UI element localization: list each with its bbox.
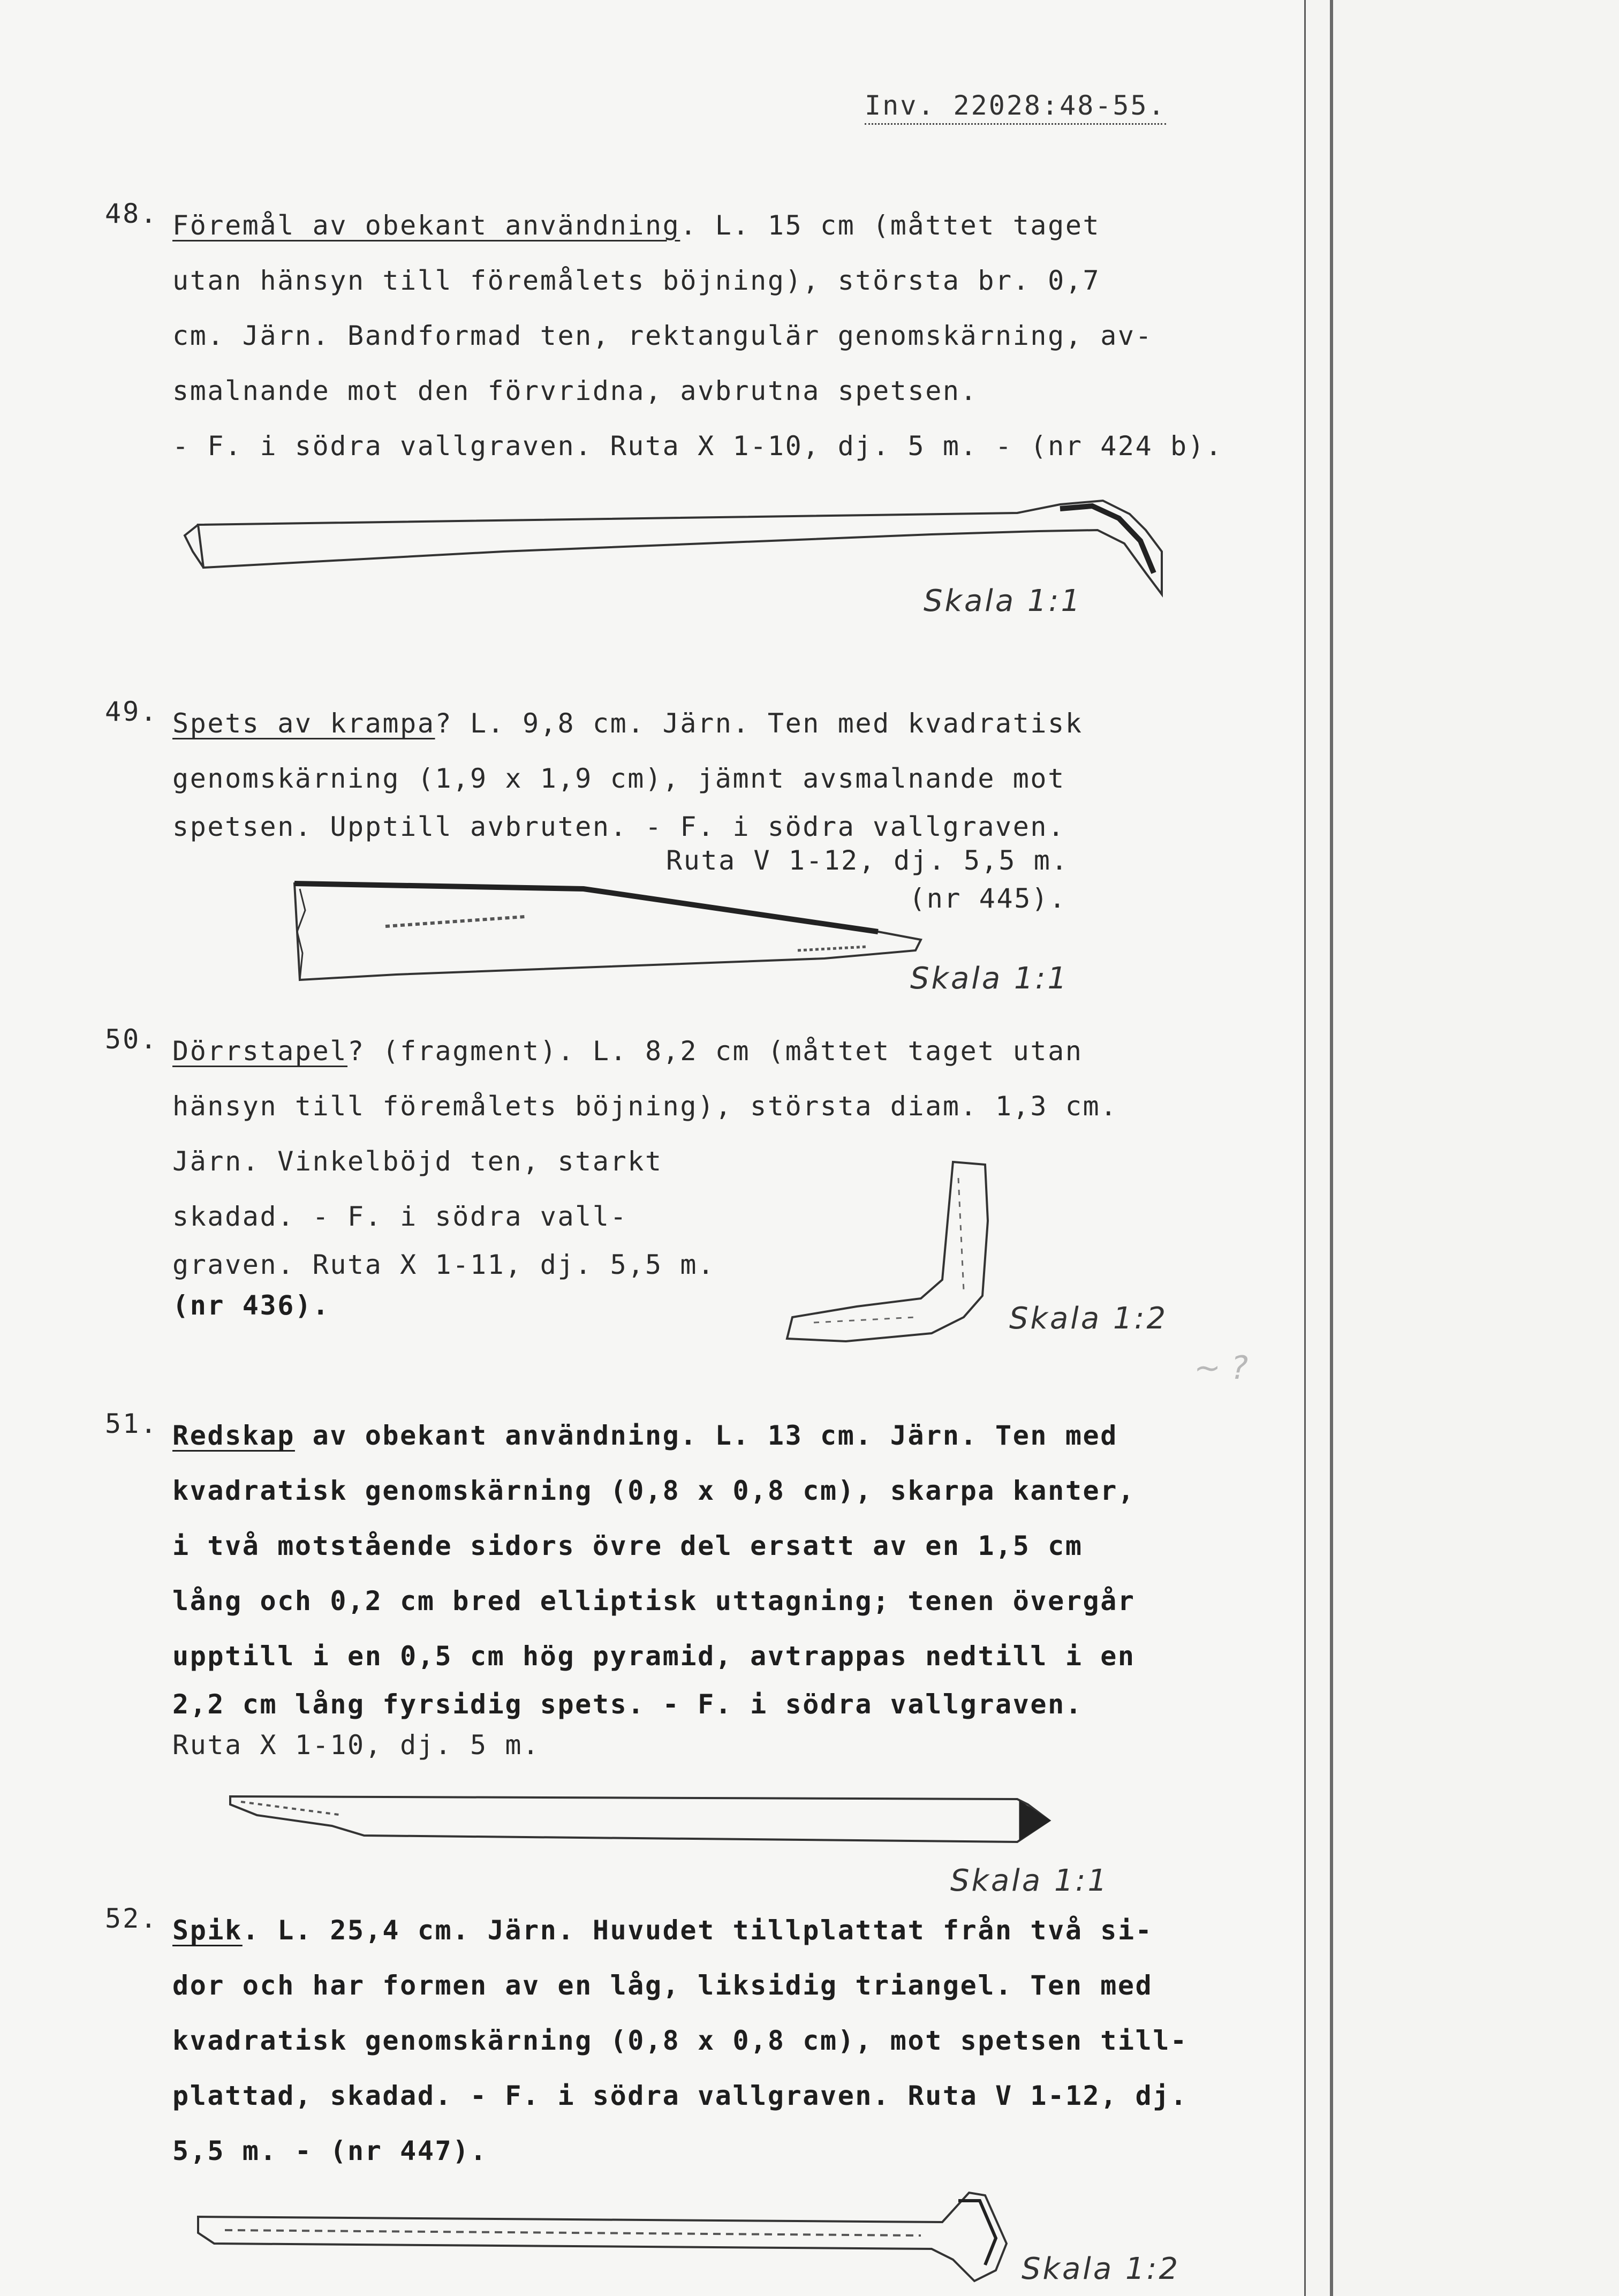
entry-line: Föremål av obekant användning. L. 15 cm (måttet taget: [172, 210, 1101, 241]
entry-line: Ruta X 1-10, dj. 5 m.: [172, 1729, 540, 1761]
entry-line: i två motstående sidors övre del ersatt av en 1,5 cm: [172, 1530, 1083, 1561]
scale-label: Skala 1:1: [924, 584, 1083, 618]
scale-label: Skala 1:2: [1009, 1301, 1168, 1336]
entry-line: Spets av krampa? L. 9,8 cm. Järn. Ten med kvadratisk: [172, 708, 1083, 739]
entry-line: kvadratisk genomskärning (0,8 x 0,8 cm), skarpa kanter,: [172, 1475, 1136, 1506]
inventory-number: Inv. 22028:48-55.: [865, 90, 1166, 125]
entry-line: graven. Ruta X 1-11, dj. 5,5 m.: [172, 1249, 715, 1280]
entry-line: Spik. L. 25,4 cm. Järn. Huvudet tillplattat från två si-: [172, 1915, 1153, 1946]
entry-line: genomskärning (1,9 x 1,9 cm), jämnt avsmalnande mot: [172, 763, 1065, 794]
entry-number: 51.: [105, 1408, 158, 1439]
page-edge: [1304, 0, 1306, 2296]
entry-line: 2,2 cm lång fyrsidig spets. - F. i södra vallgraven.: [172, 1689, 1083, 1720]
entry-line: Järn. Vinkelböjd ten, starkt: [172, 1146, 663, 1177]
entry-line: 5,5 m. - (nr 447).: [172, 2135, 488, 2166]
entry-title: Föremål av obekant användning: [172, 210, 680, 241]
entry-line: (nr 436).: [172, 1290, 330, 1321]
entry-line: Ruta V 1-12, dj. 5,5 m.: [666, 845, 1069, 876]
drawing-object-50: [782, 1157, 1007, 1349]
entry-number: 48.: [105, 198, 158, 229]
entry-line: kvadratisk genomskärning (0,8 x 0,8 cm), mot spetsen till-: [172, 2025, 1188, 2056]
margin-smudge: ~ ?: [1194, 1349, 1249, 1387]
drawing-object-49: [289, 878, 932, 985]
drawing-object-52: [193, 2185, 1028, 2292]
scale-label: Skala 1:1: [910, 961, 1069, 996]
entry-line: smalnande mot den förvridna, avbrutna spetsen.: [172, 375, 978, 406]
entry-title: Dörrstapel: [172, 1036, 348, 1067]
entry-line: cm. Järn. Bandformad ten, rektangulär genomskärning, av-: [172, 320, 1153, 351]
drawing-object-51: [225, 1783, 1060, 1853]
entry-line: upptill i en 0,5 cm hög pyramid, avtrappas nedtill i en: [172, 1641, 1136, 1672]
entry-line: plattad, skadad. - F. i södra vallgraven. Ruta V 1-12, dj.: [172, 2080, 1188, 2111]
entry-title: Spik: [172, 1915, 243, 1946]
entry-number: 49.: [105, 696, 158, 727]
entry-line: lång och 0,2 cm bred elliptisk uttagning; tenen övergår: [172, 1585, 1136, 1617]
scale-label: Skala 1:1: [950, 1863, 1109, 1898]
entry-line: (nr 445).: [909, 883, 1067, 914]
scale-label: Skala 1:2: [1022, 2252, 1181, 2286]
entry-title: Spets av krampa: [172, 708, 435, 739]
entry-line: hänsyn till föremålets böjning), största diam. 1,3 cm.: [172, 1091, 1118, 1122]
entry-line: - F. i södra vallgraven. Ruta X 1-10, dj. 5 m. - (nr 424 b).: [172, 430, 1223, 462]
binding-edge: [1330, 0, 1333, 2296]
entry-line: dor och har formen av en låg, liksidig triangel. Ten med: [172, 1970, 1153, 2001]
entry-line: Dörrstapel? (fragment). L. 8,2 cm (måttet taget utan: [172, 1036, 1083, 1067]
entry-line: spetsen. Upptill avbruten. - F. i södra vallgraven.: [172, 811, 1065, 842]
entry-number: 52.: [105, 1903, 158, 1934]
entry-line: Redskap av obekant användning. L. 13 cm. Järn. Ten med: [172, 1420, 1118, 1451]
entry-line: skadad. - F. i södra vall-: [172, 1201, 628, 1232]
entry-number: 50.: [105, 1024, 158, 1055]
entry-title: Redskap: [172, 1420, 295, 1451]
entry-line: utan hänsyn till föremålets böjning), största br. 0,7: [172, 265, 1101, 296]
